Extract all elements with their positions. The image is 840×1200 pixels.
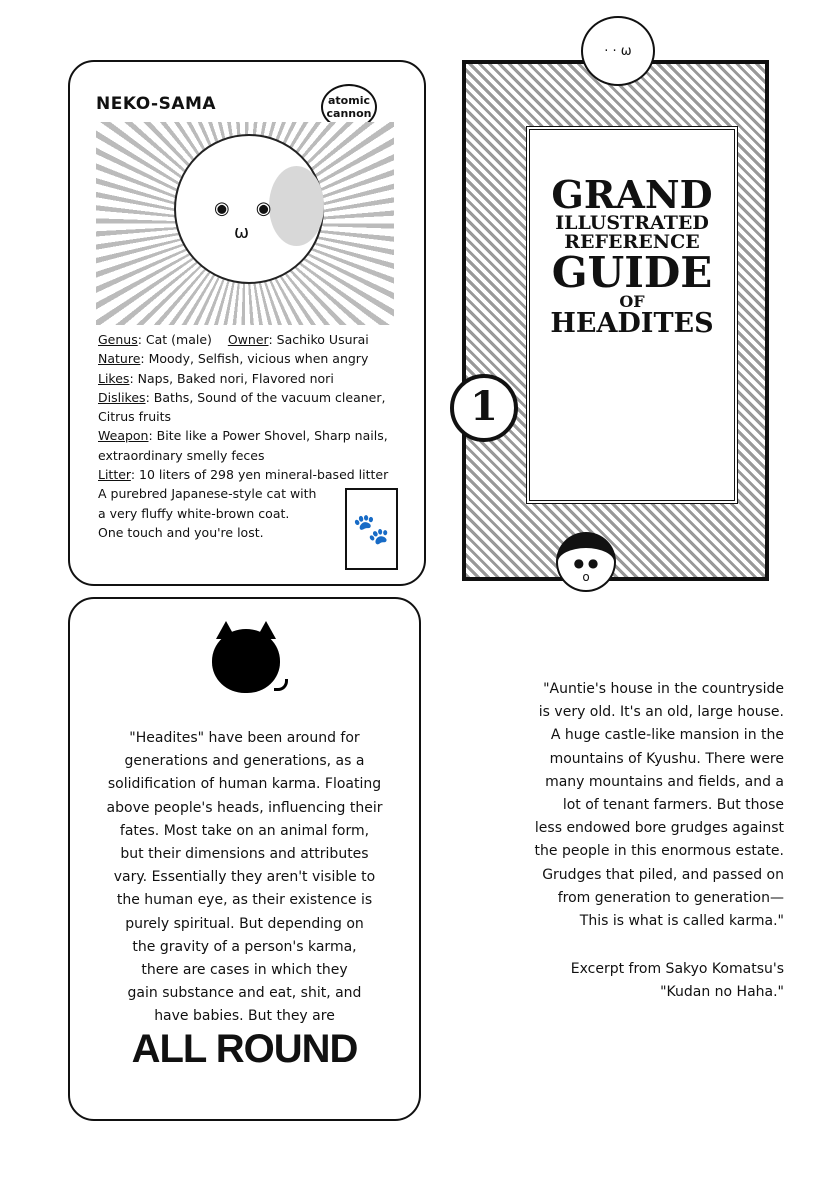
quote-line: A huge castle-like mansion in the	[550, 727, 784, 744]
source-line: Excerpt from Sakyo Komatsu's	[570, 961, 784, 977]
quote-line: "Auntie's house in the countryside	[543, 681, 784, 697]
intro-line: "Headites" have been around for	[129, 730, 360, 746]
quote-line: mountains of Kyushu. There were	[549, 750, 784, 767]
quote-line: Grudges that piled, and passed on	[542, 866, 784, 883]
profile-card	[68, 60, 426, 586]
quote-line: lot of tenant farmers. But those	[562, 797, 784, 814]
source-line: "Kudan no Haha."	[660, 984, 784, 1001]
intro-line: above people's heads, influencing their	[106, 799, 383, 816]
intro-line: purely spiritual. But depending on	[125, 915, 364, 932]
intro-line: the human eye, as their existence is	[116, 892, 373, 909]
character-illustration	[96, 122, 394, 325]
quote-line: many mountains and fields, and a	[545, 773, 784, 790]
intro-line: solidification of human karma. Floating	[107, 776, 382, 793]
description-line: One touch and you're lost.	[98, 524, 264, 540]
quote-line: from generation to generation—	[557, 889, 784, 906]
stat-row: Genus: Cat (male) Owner: Sachiko Usurai	[98, 332, 369, 347]
description-line: a very fluffy white-brown coat.	[98, 505, 290, 521]
stat-row: Litter: 10 liters of 298 yen mineral-based litter	[98, 467, 389, 483]
stat-row: Nature: Moody, Selfish, vicious when angry	[98, 351, 369, 367]
intro-line: the gravity of a person's karma,	[132, 938, 357, 955]
intro-card	[68, 597, 421, 1121]
stat-row: extraordinary smelly feces	[98, 447, 265, 463]
intro-paragraph	[70, 727, 419, 1029]
karma-quote	[470, 678, 784, 933]
volume-badge: 1	[450, 374, 518, 442]
intro-line: fates. Most take on an animal form,	[119, 822, 370, 839]
cover-title-panel	[526, 126, 738, 504]
cat-head-illustration: · · ω	[581, 16, 655, 86]
stat-row: Dislikes: Baths, Sound of the vacuum cleaner,	[98, 389, 386, 405]
paw-print-icon: 🐾	[345, 488, 398, 570]
quote-line: less endowed bore grudges against	[534, 820, 784, 837]
cat-tail	[274, 679, 288, 691]
cat-face: ◉◉ ω	[174, 134, 324, 284]
badge-line: cannon	[326, 107, 372, 120]
intro-line: generations and generations, as a	[124, 753, 365, 770]
intro-line: have babies. But they are	[154, 1008, 335, 1025]
quote-line: the people in this enormous estate.	[534, 843, 784, 860]
headline: ALL ROUND	[131, 1027, 358, 1071]
boy-illustration: ● ● o	[556, 532, 616, 592]
description-line: A purebred Japanese-style cat with	[98, 486, 317, 502]
badge-line: atomic	[328, 94, 370, 107]
quote-source	[470, 958, 784, 1004]
cover-frame	[462, 44, 769, 584]
cat-silhouette-icon	[212, 629, 280, 693]
intro-line: vary. Essentially they aren't visible to	[113, 869, 376, 886]
quote-line: is very old. It's an old, large house.	[538, 704, 784, 721]
stat-row: Likes: Naps, Baked nori, Flavored nori	[98, 370, 334, 386]
quote-line: This is what is called karma."	[579, 913, 784, 930]
intro-line: gain substance and eat, shit, and	[127, 985, 362, 1002]
stat-row: Weapon: Bite like a Power Shovel, Sharp nails,	[98, 428, 388, 444]
intro-line: there are cases in which they	[141, 962, 348, 979]
stat-row: Citrus fruits	[98, 409, 171, 425]
cover-title: GRAND ILLUSTRATED REFERENCE GUIDE OF HEADITES	[550, 172, 714, 339]
intro-line: but their dimensions and attributes	[120, 846, 369, 863]
character-name: NEKO-SAMA	[96, 94, 217, 114]
